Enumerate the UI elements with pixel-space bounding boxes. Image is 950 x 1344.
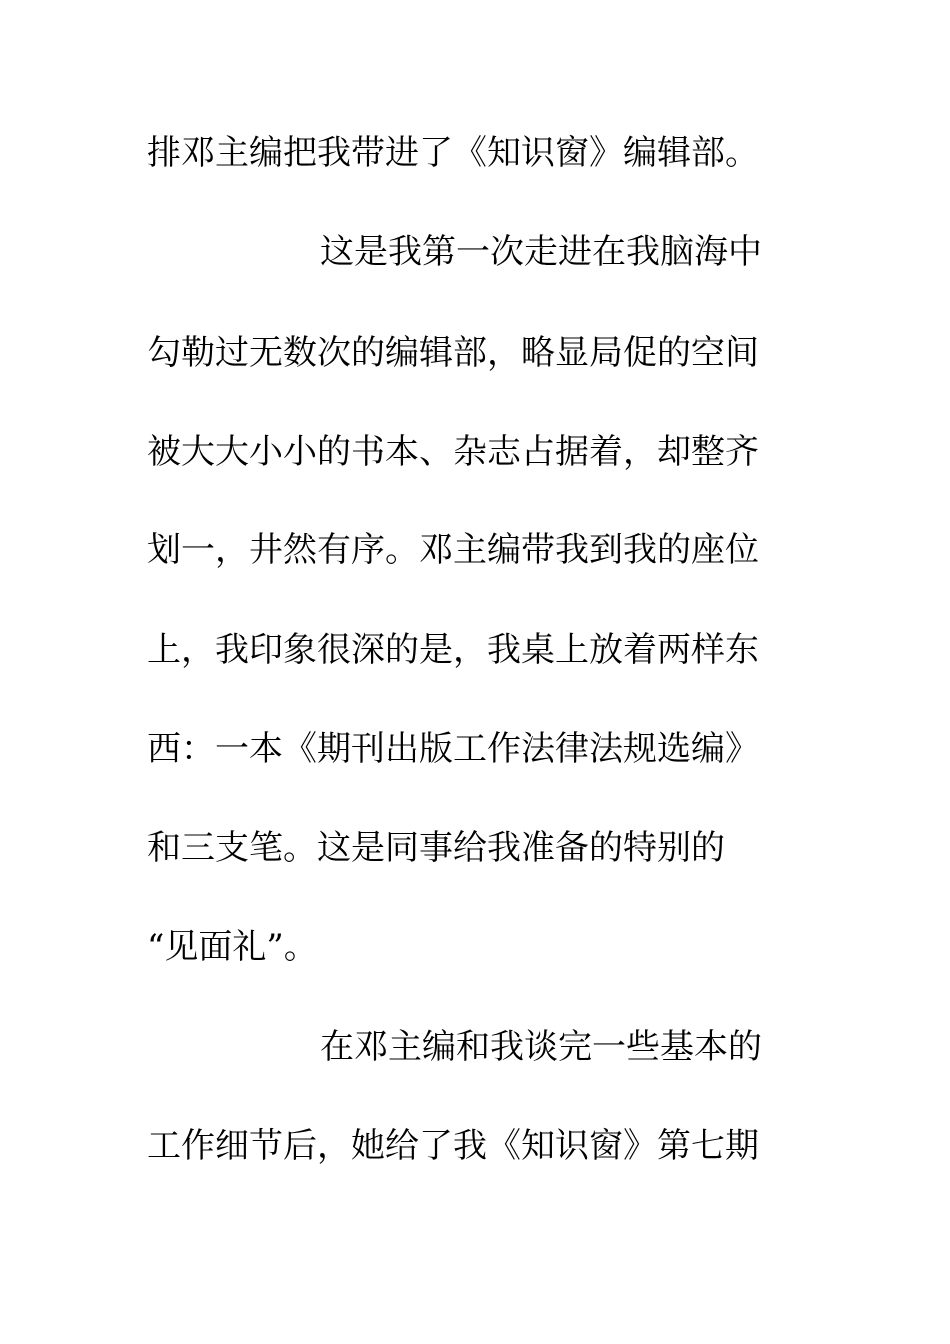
text-line: 勾勒过无数次的编辑部，略显局促的空间 xyxy=(147,333,759,373)
text-line: 被大大小小的书本、杂志占据着，却整齐 xyxy=(147,432,759,472)
text-line: 上，我印象很深的是，我桌上放着两样东 xyxy=(147,630,759,670)
text-line: 西：一本《期刊出版工作法律法规选编》 xyxy=(147,729,759,769)
text-line: “见面礼”。 xyxy=(147,927,318,967)
paragraph-start-line: 在邓主编和我谈完一些基本的 xyxy=(320,1027,762,1067)
text-line: 划一，井然有序。邓主编带我到我的座位 xyxy=(147,530,759,570)
paragraph-start-line: 这是我第一次走进在我脑海中 xyxy=(320,232,762,272)
text-line: 工作细节后，她给了我《知识窗》第七期 xyxy=(147,1126,759,1166)
text-line: 和三支笔。这是同事给我准备的特别的 xyxy=(147,828,725,868)
text-line: 排邓主编把我带进了《知识窗》编辑部。 xyxy=(147,133,759,173)
